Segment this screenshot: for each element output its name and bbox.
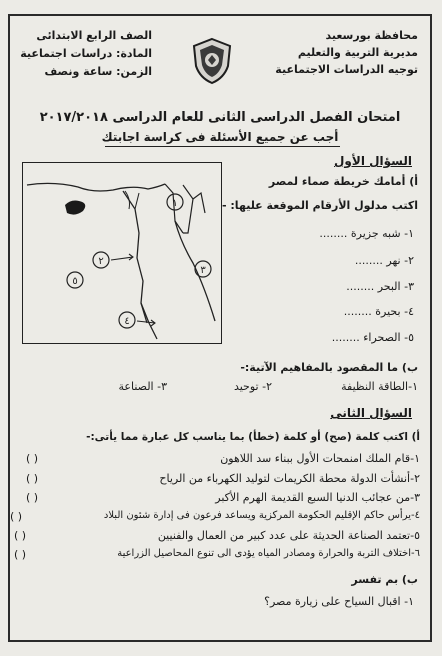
q1-part-a: أ) أمامك خريطة صماء لمصر xyxy=(268,175,418,188)
q1-title: السؤال الأول xyxy=(334,154,412,168)
map-number-5: ٥ xyxy=(72,276,78,287)
q1-part-b: ب) ما المقصود بالمفاهيم الآتية:- xyxy=(240,361,418,374)
statement-5: ٥-تعتمد الصناعة الحديثة على عدد كبير من العمال والفنيين xyxy=(157,529,420,542)
statement-6: ٦-اختلاف التربة والحرارة ومصادر المياه يؤدى الى تنوع المحاصيل الزراعية xyxy=(117,548,420,559)
statement-3: ٣-من عجائب الدنيا السبع القديمة الهرم الأكبر xyxy=(215,491,420,504)
answer-blank-5[interactable]: ( ) xyxy=(14,529,27,542)
header-department: توجيه الدراسات الاجتماعية xyxy=(275,63,418,76)
exam-instruction: أجب عن جميع الأسئلة فى كراسة اجابتك xyxy=(101,130,339,144)
ministry-emblem-icon xyxy=(190,36,234,86)
answer-blank-6[interactable]: ( ) xyxy=(14,548,27,561)
statement-4: ٤-يرأس حاكم الإقليم الحكومة المركزية ويساعد فرعون فى إدارة شئون البلاد xyxy=(103,510,420,521)
answer-blank-4[interactable]: ( ) xyxy=(10,510,23,523)
exam-title: امتحان الفصل الدراسى الثانى للعام الدراسى ٢٠١٧/٢٠١٨ xyxy=(39,110,401,125)
answer-blank-1[interactable]: ( ) xyxy=(26,452,39,465)
map-number-1: ١ xyxy=(172,198,178,209)
answer-blank-3[interactable]: ( ) xyxy=(26,491,39,504)
statement-2: ٢-أنشأت الدولة محطة الكريمات لتوليد الكهرباء من الرياح xyxy=(159,472,420,485)
header-governorate: محافظة بورسعيد xyxy=(325,29,418,42)
concept-1: ١-الطاقة النظيفة xyxy=(341,380,418,393)
header-grade: الصف الرابع الابتدائى xyxy=(36,29,152,42)
statement-1: ١-قام الملك امنمحات الأول ببناء سد اللاهون xyxy=(220,452,420,465)
title-underline xyxy=(105,146,340,147)
q2-title: السؤال الثانى xyxy=(330,406,412,420)
q1-item-5: ٥- الصحراء ........ xyxy=(331,331,414,344)
egypt-blank-map xyxy=(22,162,222,344)
answer-blank-2[interactable]: ( ) xyxy=(26,472,39,485)
explain-item-1: ١- اقبال السياح على زيارة مصر؟ xyxy=(264,595,414,608)
q2-part-b: ب) بم تفسر xyxy=(351,573,418,586)
map-number-4: ٤ xyxy=(124,316,130,327)
egypt-map-drawing xyxy=(23,163,220,342)
map-number-3: ٣ xyxy=(200,265,206,276)
header-directorate: مديرية التربية والتعليم xyxy=(297,46,418,59)
q1-label-prompt: اكتب مدلول الأرقام الموقعة عليها: - xyxy=(222,199,418,212)
q2-part-a: أ) اكتب كلمة (صح) أو كلمة (خطأ) بما يناسب كل عبارة مما يأتى:- xyxy=(86,431,420,443)
q1-item-2: ٢- نهر ........ xyxy=(354,254,414,267)
header-subject: المادة: دراسات اجتماعية xyxy=(20,47,152,60)
q1-item-1: ١- شبه جزيرة ........ xyxy=(319,227,414,240)
q1-item-4: ٤- بحيرة ........ xyxy=(343,305,414,318)
concept-2: ٢- توحيد xyxy=(233,380,272,393)
header-duration: الزمن: ساعة ونصف xyxy=(44,65,152,78)
q1-item-3: ٣- البحر ........ xyxy=(346,280,414,293)
map-number-2: ٢ xyxy=(98,256,104,267)
concept-3: ٣- الصناعة xyxy=(118,380,167,393)
